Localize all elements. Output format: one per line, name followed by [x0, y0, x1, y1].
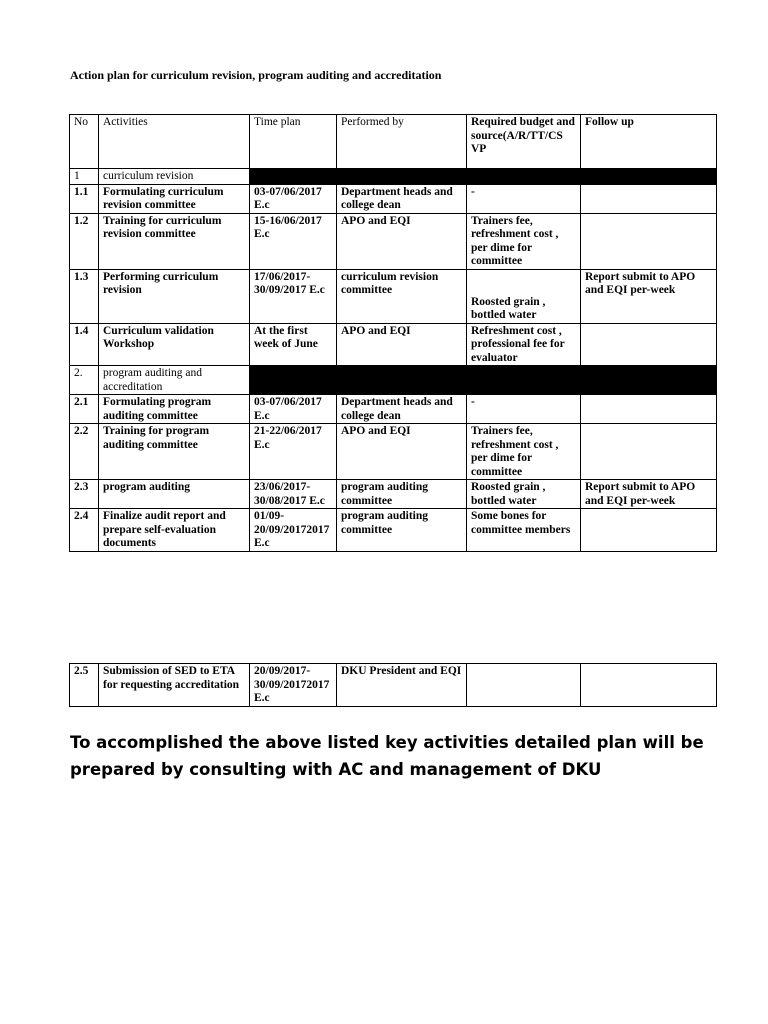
section-number: 1 — [70, 169, 99, 185]
time-plan-cell: 20/09/2017-30/09/20172017 E.c — [250, 664, 337, 707]
row-number: 1.3 — [70, 269, 99, 323]
table-row — [70, 323, 717, 366]
budget-cell: Trainers fee, refreshment cost , per dime for committee — [467, 424, 581, 480]
header-activities: Activities — [99, 115, 250, 169]
activity-cell: Training for program auditing committee — [99, 424, 250, 480]
performed-by-cell: program auditing committee — [337, 509, 467, 552]
header-budget: Required budget and source(A/R/TT/CS VP — [467, 115, 581, 169]
activity-cell: Formulating program auditing committee — [99, 395, 250, 424]
budget-cell: Roosted grain , bottled water — [467, 480, 581, 509]
follow-up-cell — [581, 664, 717, 707]
performed-by-cell: Department heads and college dean — [337, 395, 467, 424]
time-plan-cell: 15-16/06/2017 E.c — [250, 213, 337, 269]
budget-cell: Roosted grain , bottled water — [467, 269, 581, 323]
performed-by-cell: Department heads and college dean — [337, 184, 467, 213]
activity-cell: Performing curriculum revision — [99, 269, 250, 323]
follow-up-cell — [581, 395, 717, 424]
activity-cell: Formulating curriculum revision committee — [99, 184, 250, 213]
row-number: 2.5 — [70, 664, 99, 707]
time-plan-cell: At the first week of June — [250, 323, 337, 366]
follow-up-cell — [581, 323, 717, 366]
activity-cell: Training for curriculum revision committee — [99, 213, 250, 269]
performed-by-cell: DKU President and EQI — [337, 664, 467, 707]
time-plan-cell: 23/06/2017-30/08/2017 E.c — [250, 480, 337, 509]
table-row — [70, 184, 717, 213]
follow-up-cell — [581, 213, 717, 269]
section-fill — [250, 169, 717, 185]
table-row — [70, 213, 717, 269]
budget-cell — [467, 664, 581, 707]
row-number: 1.2 — [70, 213, 99, 269]
follow-up-cell: Report submit to APO and EQI per-week — [581, 269, 717, 323]
activity-cell: Curriculum validation Workshop — [99, 323, 250, 366]
activity-cell: program auditing — [99, 480, 250, 509]
time-plan-cell: 17/06/2017-30/09/2017 E.c — [250, 269, 337, 323]
row-number: 2.3 — [70, 480, 99, 509]
row-number: 2.4 — [70, 509, 99, 552]
section-fill — [250, 366, 717, 395]
table-row — [70, 395, 717, 424]
performed-by-cell: APO and EQI — [337, 424, 467, 480]
follow-up-cell — [581, 424, 717, 480]
section-row — [70, 366, 717, 395]
time-plan-cell: 01/09-20/09/20172017 E.c — [250, 509, 337, 552]
follow-up-cell: Report submit to APO and EQI per-week — [581, 480, 717, 509]
time-plan-cell: 03-07/06/2017 E.c — [250, 184, 337, 213]
budget-cell: - — [467, 184, 581, 213]
budget-cell: Refreshment cost , professional fee for evaluator — [467, 323, 581, 366]
budget-cell: - — [467, 395, 581, 424]
header-time-plan: Time plan — [250, 115, 337, 169]
time-plan-cell: 03-07/06/2017 E.c — [250, 395, 337, 424]
activity-cell: Finalize audit report and prepare self-evaluation documents — [99, 509, 250, 552]
table-row — [70, 509, 717, 552]
section-title: curriculum revision — [99, 169, 250, 185]
row-number: 1.1 — [70, 184, 99, 213]
budget-cell: Trainers fee, refreshment cost , per dime for committee — [467, 213, 581, 269]
document-title: Action plan for curriculum revision, program auditing and accreditation — [70, 68, 442, 82]
performed-by-cell: curriculum revision committee — [337, 269, 467, 323]
header-performed-by: Performed by — [337, 115, 467, 169]
follow-up-cell — [581, 184, 717, 213]
performed-by-cell: program auditing committee — [337, 480, 467, 509]
row-number: 2.2 — [70, 424, 99, 480]
section-row — [70, 169, 717, 185]
section-number: 2. — [70, 366, 99, 395]
performed-by-cell: APO and EQI — [337, 323, 467, 366]
action-plan-table-continued — [69, 663, 717, 707]
table-row — [70, 424, 717, 480]
header-no: No — [70, 115, 99, 169]
row-number: 1.4 — [70, 323, 99, 366]
header-follow-up: Follow up — [581, 115, 717, 169]
performed-by-cell: APO and EQI — [337, 213, 467, 269]
time-plan-cell: 21-22/06/2017 E.c — [250, 424, 337, 480]
closing-note: To accomplished the above listed key activities detailed plan will be prepared by consulting with AC and management of DKU — [70, 733, 704, 779]
section-title: program auditing and accreditation — [99, 366, 250, 395]
activity-cell: Submission of SED to ETA for requesting accreditation — [99, 664, 250, 707]
follow-up-cell — [581, 509, 717, 552]
action-plan-table — [69, 114, 717, 552]
table-row — [70, 269, 717, 323]
row-number: 2.1 — [70, 395, 99, 424]
table-row — [70, 480, 717, 509]
budget-cell: Some bones for committee members — [467, 509, 581, 552]
table-row — [70, 664, 717, 707]
header-row — [70, 115, 717, 169]
